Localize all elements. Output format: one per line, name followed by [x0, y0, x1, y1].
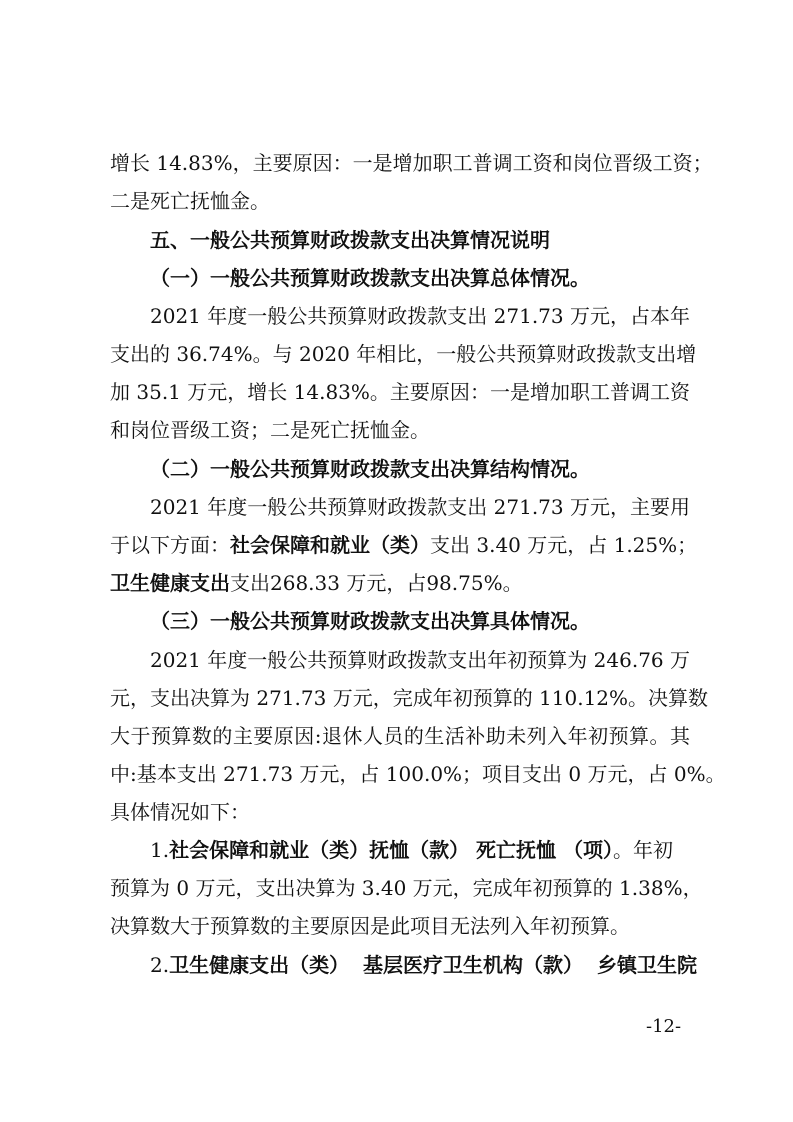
- item-1-line: [150, 838, 690, 862]
- body-line-20: 预算为 0 万元，支出决算为 3.40 万元，完成年初预算的 1.38%，: [110, 876, 703, 900]
- body-line-6: 支出的 36.74%。与 2020 年相比，一般公共预算财政拨款支出增: [110, 342, 697, 366]
- category-health: 卫生健康支出: [110, 571, 230, 595]
- section-heading-5: 五、一般公共预算财政拨款支出决算情况说明: [150, 228, 550, 252]
- body-line-14: 2021 年度一般公共预算财政拨款支出年初预算为 246.76 万: [150, 648, 690, 672]
- body-line-12: [110, 571, 690, 595]
- body-line-15: 元，支出决算为 271.73 万元，完成年初预算的 110.12%。决算数: [110, 686, 709, 710]
- body-line-17: 中:基本支出 271.73 万元，占 100.0%；项目支出 0 万元，占 0%。: [110, 762, 726, 786]
- body-line-10: 2021 年度一般公共预算财政拨款支出 271.73 万元，主要用: [150, 495, 690, 519]
- subheading-2: （二）一般公共预算财政拨款支出决算结构情况。: [150, 457, 590, 481]
- item-2-category: 卫生健康支出（类） 基层医疗卫生机构（款） 乡镇卫生院: [169, 953, 697, 977]
- item-2-line: [150, 953, 697, 977]
- body-text: 。年初: [613, 838, 674, 862]
- body-line-7: 加 35.1 万元，增长 14.83%。主要原因：一是增加职工普调工资: [110, 380, 690, 404]
- body-line-21: 决算数大于预算数的主要原因是此项目无法列入年初预算。: [110, 914, 630, 938]
- body-line-11: [110, 533, 698, 557]
- subheading-3: （三）一般公共预算财政拨款支出决算具体情况。: [150, 609, 590, 633]
- category-social-security: 社会保障和就业（类）: [230, 533, 430, 557]
- body-line-8: 和岗位晋级工资；二是死亡抚恤金。: [110, 418, 430, 442]
- body-line-16: 大于预算数的主要原因:退休人员的生活补助未列入年初预算。其: [110, 724, 690, 748]
- page-number: -12-: [646, 1016, 682, 1037]
- item-number: 1.: [150, 838, 170, 862]
- body-text: 于以下方面：: [110, 533, 230, 557]
- body-line-2: 二是死亡抚恤金。: [110, 189, 270, 213]
- body-text: 支出 3.40 万元，占 1.25%；: [430, 533, 698, 557]
- subheading-1: （一）一般公共预算财政拨款支出决算总体情况。: [150, 266, 590, 290]
- body-line-1: 增长 14.83%，主要原因：一是增加职工普调工资和岗位晋级工资；: [110, 151, 713, 175]
- item-1-category: 社会保障和就业（类）抚恤（款） 死亡抚恤 （项）: [169, 838, 614, 862]
- body-text: 支出268.33 万元，占98.75%。: [230, 571, 523, 595]
- body-line-5: 2021 年度一般公共预算财政拨款支出 271.73 万元，占本年: [150, 304, 690, 328]
- body-line-18: 具体情况如下：: [110, 800, 250, 824]
- item-number: 2.: [150, 953, 170, 977]
